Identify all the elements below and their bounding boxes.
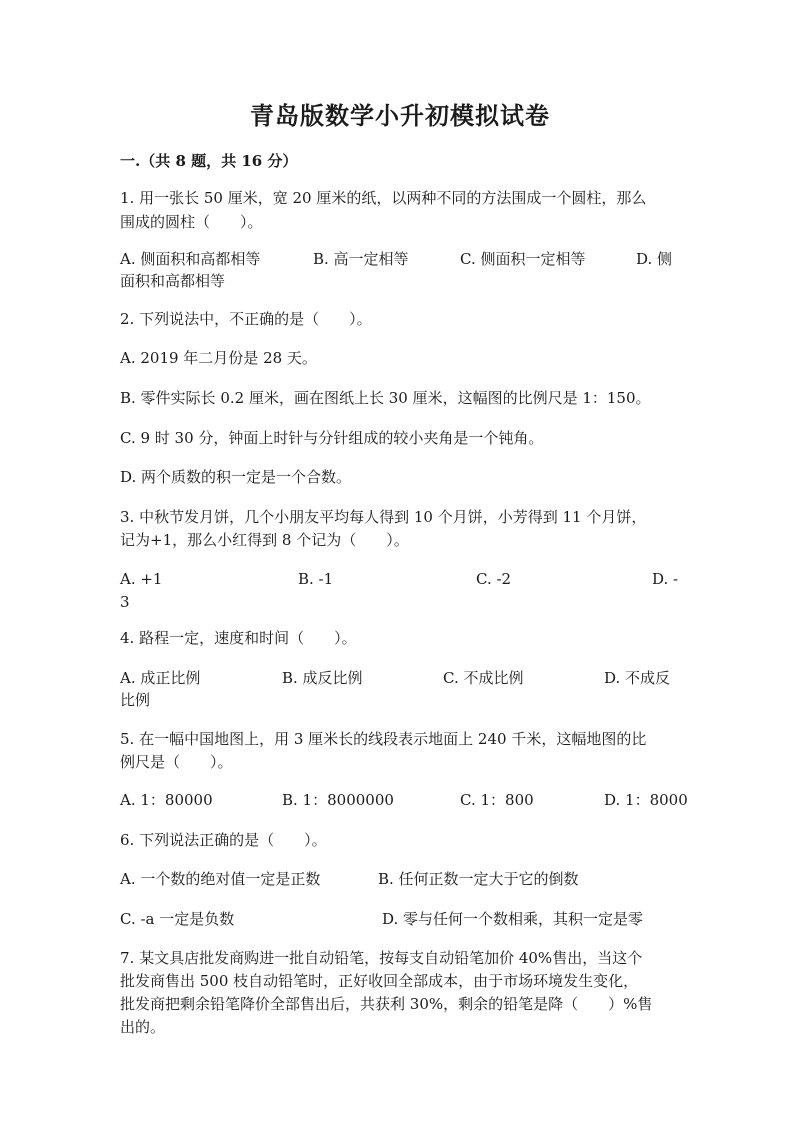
question-6-option-a: A. 一个数的绝对值一定是正数 <box>120 870 321 888</box>
question-7-text-cont-3: 出的。 <box>120 1018 166 1036</box>
question-2-option-b: B. 零件实际长 0.2 厘米，画在图纸上长 30 厘米，这幅图的比例尺是 1：150。 <box>120 389 651 407</box>
question-1-text-cont: 围成的圆柱（ ）。 <box>120 213 263 231</box>
question-2-option-c: C. 9 时 30 分，钟面上时针与分针组成的较小夹角是一个钝角。 <box>120 429 544 447</box>
question-3-option-d: D. - <box>652 570 679 588</box>
section-header: 一.（共 8 题，共 16 分） <box>120 152 298 170</box>
question-3-option-a: A. +1 <box>120 570 163 588</box>
question-1-option-a: A. 侧面积和高都相等 <box>120 250 261 268</box>
question-4-option-c: C. 不成比例 <box>443 669 524 687</box>
question-5-option-d: D. 1：8000 <box>604 791 688 809</box>
question-4-option-d: D. 不成反 <box>604 669 671 687</box>
question-6-option-d: D. 零与任何一个数相乘，其积一定是零 <box>382 910 644 928</box>
question-1-option-d: D. 侧 <box>636 250 673 268</box>
question-6-option-b: B. 任何正数一定大于它的倒数 <box>378 870 579 888</box>
question-5-text: 5. 在一幅中国地图上，用 3 厘米长的线段表示地面上 240 千米，这幅地图的比 <box>120 730 647 748</box>
question-6-option-c: C. -a 一定是负数 <box>120 910 235 928</box>
question-5-option-c: C. 1：800 <box>460 791 534 809</box>
question-3-option-b: B. -1 <box>298 570 334 588</box>
question-3-text-cont: 记为+1，那么小红得到 8 个记为（ ）。 <box>120 531 409 549</box>
question-1-option-c: C. 侧面积一定相等 <box>460 250 586 268</box>
question-3-option-c: C. -2 <box>476 570 512 588</box>
question-5-option-b: B. 1：8000000 <box>282 791 394 809</box>
question-5-text-cont: 例尺是（ ）。 <box>120 753 233 771</box>
question-7-text: 7. 某文具店批发商购进一批自动铅笔，按每支自动铅笔加价 40%售出，当这个 <box>120 949 643 967</box>
question-6-text: 6. 下列说法正确的是（ ）。 <box>120 831 327 849</box>
question-4-option-a: A. 成正比例 <box>120 669 201 687</box>
question-1-option-d-cont: 面积和高都相等 <box>120 272 226 290</box>
question-7-text-cont-2: 批发商把剩余铅笔降价全部售出后，共获利 30%，剩余的铅笔是降（ ）%售 <box>120 995 653 1013</box>
question-2-option-d: D. 两个质数的积一定是一个合数。 <box>120 468 352 486</box>
question-3-option-d-cont: 3 <box>120 593 130 611</box>
question-4-option-d-cont: 比例 <box>120 691 151 709</box>
question-4-option-b: B. 成反比例 <box>282 669 363 687</box>
question-7-text-cont-1: 批发商售出 500 枝自动铅笔时，正好收回全部成本，由于市场环境发生变化， <box>120 972 639 990</box>
question-5-option-a: A. 1：80000 <box>120 791 213 809</box>
question-3-text: 3. 中秋节发月饼，几个小朋友平均每人得到 10 个月饼，小芳得到 11 个月饼， <box>120 508 647 526</box>
question-4-text: 4. 路程一定，速度和时间（ ）。 <box>120 629 357 647</box>
question-2-text: 2. 下列说法中，不正确的是（ ）。 <box>120 310 372 328</box>
question-1-option-b: B. 高一定相等 <box>313 250 409 268</box>
question-2-option-a: A. 2019 年二月份是 28 天。 <box>120 349 317 367</box>
page-title: 青岛版数学小升初模拟试卷 <box>250 101 550 130</box>
question-1-text: 1. 用一张长 50 厘米，宽 20 厘米的纸，以两种不同的方法围成一个圆柱，那么 <box>120 189 647 207</box>
